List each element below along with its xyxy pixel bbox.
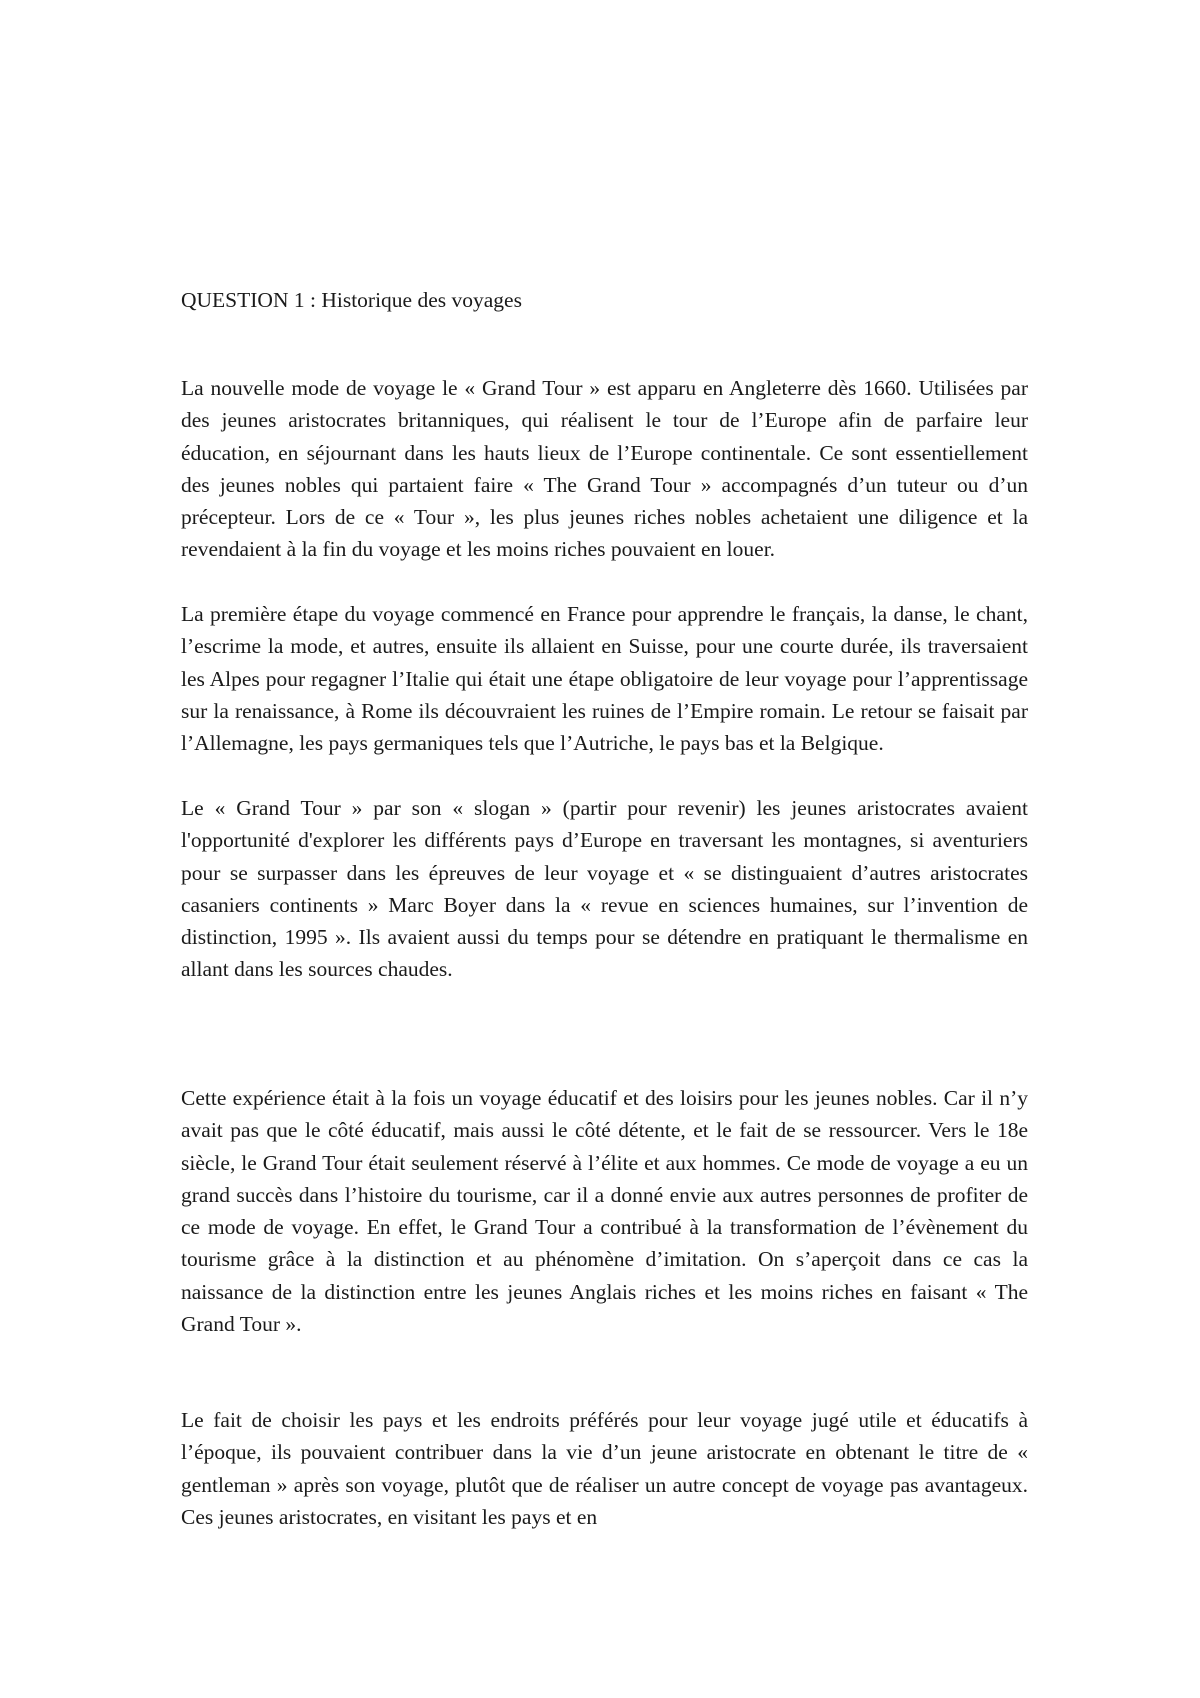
question-title: QUESTION 1 : Historique des voyages [181, 288, 522, 312]
paragraph-slogan: Le « Grand Tour » par son « slogan » (partir pour revenir) les jeunes aristocrates avaient l'opportunité d'explorer les différents pays d’Europe en traversant les montagnes, si aventuriers pour se surpasser dans les épreuves de leur voyage et « se distinguaient d’autres aristocrates casaniers continents » Marc Boyer dans la « revue en sciences humaines, sur l’invention de distinction, 1995 ». Ils avaient aussi du temps pour se détendre en pratiquant le thermalisme en allant dans les sources chaudes. [181, 796, 1028, 982]
paragraph-grand-tour-origin: La nouvelle mode de voyage le « Grand Tour » est apparu en Angleterre dès 1660. Utilisées par des jeunes aristocrates britanniques, qui réalisent le tour de l’Europe afin de parfaire leur éducation, en séjournant dans les hauts lieux de l’Europe continentale. Ce sont essentiellement des jeunes nobles qui partaient faire « The Grand Tour » accompagnés d’un tuteur ou d’un précepteur. Lors de ce « Tour », les plus jeunes riches nobles achetaient une diligence et la revendaient à la fin du voyage et les moins riches pouvaient en louer. [181, 376, 1028, 562]
paragraph-choice-of-countries: Le fait de choisir les pays et les endroits préférés pour leur voyage jugé utile et éducatifs à l’époque, ils pouvaient contribuer dans la vie d’un jeune aristocrate en obtenant le titre de « gentleman » après son voyage, plutôt que de réaliser un autre concept de voyage pas avantageux. Ces jeunes aristocrates, en visitant les pays et en [181, 1408, 1028, 1529]
paragraph-itinerary: La première étape du voyage commencé en France pour apprendre le français, la danse, le chant, l’escrime la mode, et autres, ensuite ils allaient en Suisse, pour une courte durée, ils traversaient les Alpes pour regagner l’Italie qui était une étape obligatoire de leur voyage pour l’apprentissage sur la renaissance, à Rome ils découvraient les ruines de l’Empire romain. Le retour se faisait par l’Allemagne, les pays germaniques tels que l’Autriche, le pays bas et la Belgique. [181, 602, 1028, 756]
paragraph-experience: Cette expérience était à la fois un voyage éducatif et des loisirs pour les jeunes nobles. Car il n’y avait pas que le côté éducatif, mais aussi le côté détente, et le fait de se ressourcer. Vers le 18e siècle, le Grand Tour était seulement réservé à l’élite et aux hommes. Ce mode de voyage a eu un grand succès dans l’histoire du tourisme, car il a donné envie aux autres personnes de profiter de ce mode de voyage. En effet, le Grand Tour a contribué à la transformation de l’évènement du tourisme grâce à la distinction et au phénomène d’imitation. On s’aperçoit dans ce cas la naissance de la distinction entre les jeunes Anglais riches et les moins riches en faisant « The Grand Tour ». [181, 1086, 1028, 1337]
